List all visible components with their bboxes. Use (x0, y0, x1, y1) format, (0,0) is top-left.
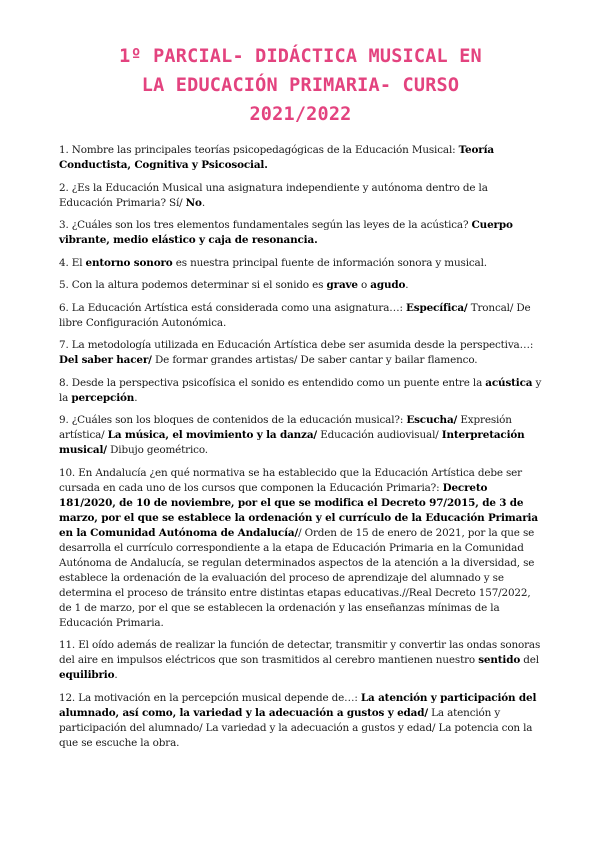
question-item (59, 413, 542, 458)
question-text: La atención y participación del alumnado/ La variedad y la adecuación a gustos y edad/ La potencia con la que se escuche la obra. (59, 706, 533, 749)
answer-text: percepción (71, 391, 135, 404)
question-text: 1. Nombre las principales teorías psicopedagógicas de la Educación Musical: (59, 144, 459, 156)
question-text: 9. ¿Cuáles son los bloques de contenidos de la educación musical?: (59, 414, 407, 426)
question-text: Expresión artística/ (59, 414, 512, 441)
question-item (59, 338, 542, 368)
answer-text: La música, el movimiento y la danza/ (107, 429, 318, 441)
question-text: . (405, 279, 409, 291)
answer-text: grave (326, 279, 358, 291)
question-item (59, 278, 542, 293)
question-text: / Orden de 15 de enero de 2021, por la que se desarrolla el currículo correspondiente a la etapa de Educación Primaria en la Comunidad Autónoma de Andalucía, se regulan determinados aspectos de la atención a la diversidad, se establece la ordenación de la evaluación del proceso de aprendizaje del alumnado y se determina el proceso de tránsito entre distintas etapas educativas.//Real Decreto 157/2022, de 1 de marzo, por el que se establecen la ordenación y las enseñanzas mínimas de la Educación Primaria. (59, 526, 535, 629)
answer-text: Interpretación musical/ (59, 429, 525, 456)
question-text: 11. El oído además de realizar la función de detectar, transmitir y convertir las ondas sonoras del aire en impulsos eléctricos que son trasmitidos al cerebro mantienen nuestro (59, 639, 541, 666)
answer-text: Escucha/ (406, 414, 458, 426)
answer-text: Decreto 181/2020, de 10 de noviembre, por el que se modifica el Decreto 97/2015, de 3 de marzo, por el que se establece la ordenación y el currículo de la Educación Primaria en la Comunidad Autónoma de Andalucía/ (59, 481, 538, 539)
question-item (59, 466, 542, 631)
question-text: o (357, 279, 371, 291)
answer-text: agudo (370, 279, 406, 291)
question-text: 12. La motivación en la percepción musical depende de…: (59, 691, 361, 704)
question-item (59, 301, 542, 331)
question-text: Educación audiovisual/ (317, 429, 442, 441)
question-text: 6. La Educación Artística está considerada como una asignatura…: (59, 301, 406, 314)
question-item (59, 376, 542, 406)
answer-text: Teoría Conductista, Cognitiva y Psicosocial. (59, 144, 494, 171)
question-text: De formar grandes artistas/ De saber cantar y bailar flamenco. (151, 354, 478, 366)
question-item (59, 181, 542, 211)
answer-text: Específica/ (406, 301, 468, 314)
question-item (59, 218, 542, 248)
question-item (59, 638, 542, 683)
question-text: 3. ¿Cuáles son los tres elementos fundamentales según las leyes de la acústica? (59, 219, 472, 231)
question-text: del (520, 654, 539, 666)
title-line: 2021/2022 (249, 104, 352, 125)
answer-text: sentido (478, 654, 521, 666)
question-item (59, 691, 542, 751)
question-text: . (114, 669, 118, 681)
answer-text: Del saber hacer/ (59, 354, 152, 366)
question-text: 2. ¿Es la Educación Musical una asignatura independiente y autónoma dentro de la Educación Primaria? Sí/ (59, 181, 488, 209)
answer-text: Cuerpo vibrante, medio elástico y caja de resonancia. (59, 219, 513, 246)
answer-text: acústica (485, 376, 533, 389)
question-text: y la (59, 376, 542, 404)
question-item (59, 256, 542, 271)
title-line: LA EDUCACIÓN PRIMARIA- CURSO (141, 75, 460, 96)
question-text: 4. El (59, 256, 86, 269)
question-text: 8. Desde la perspectiva psicofísica el sonido es entendido como un puente entre la (59, 376, 486, 389)
document-title (59, 42, 542, 129)
title-line: 1º PARCIAL- DIDÁCTICA MUSICAL EN (119, 46, 482, 67)
answer-text: No (185, 196, 202, 209)
question-text: . (134, 391, 138, 404)
question-item (59, 143, 542, 173)
question-text: Troncal/ De libre Configuración Autonómica. (59, 301, 531, 329)
question-text: 5. Con la altura podemos determinar si el sonido es (59, 279, 327, 291)
answer-text: equilibrio (59, 669, 115, 681)
question-text: . (201, 196, 205, 209)
question-text: Dibujo geométrico. (106, 444, 208, 456)
question-list (59, 143, 542, 751)
question-text: 7. La metodología utilizada en Educación Artística debe ser asumida desde la perspectiva…: (59, 339, 534, 351)
question-text: 10. En Andalucía ¿en qué normativa se ha establecido que la Educación Artística debe ser cursada en cada uno de los cursos que componen la Educación Primaria?: (59, 466, 522, 494)
answer-text: entorno sonoro (85, 256, 173, 269)
answer-text: La atención y participación del alumnado, así como, la variedad y la adecuación a gustos y edad/ (59, 691, 537, 719)
question-text: es nuestra principal fuente de información sonora y musical. (172, 256, 487, 269)
